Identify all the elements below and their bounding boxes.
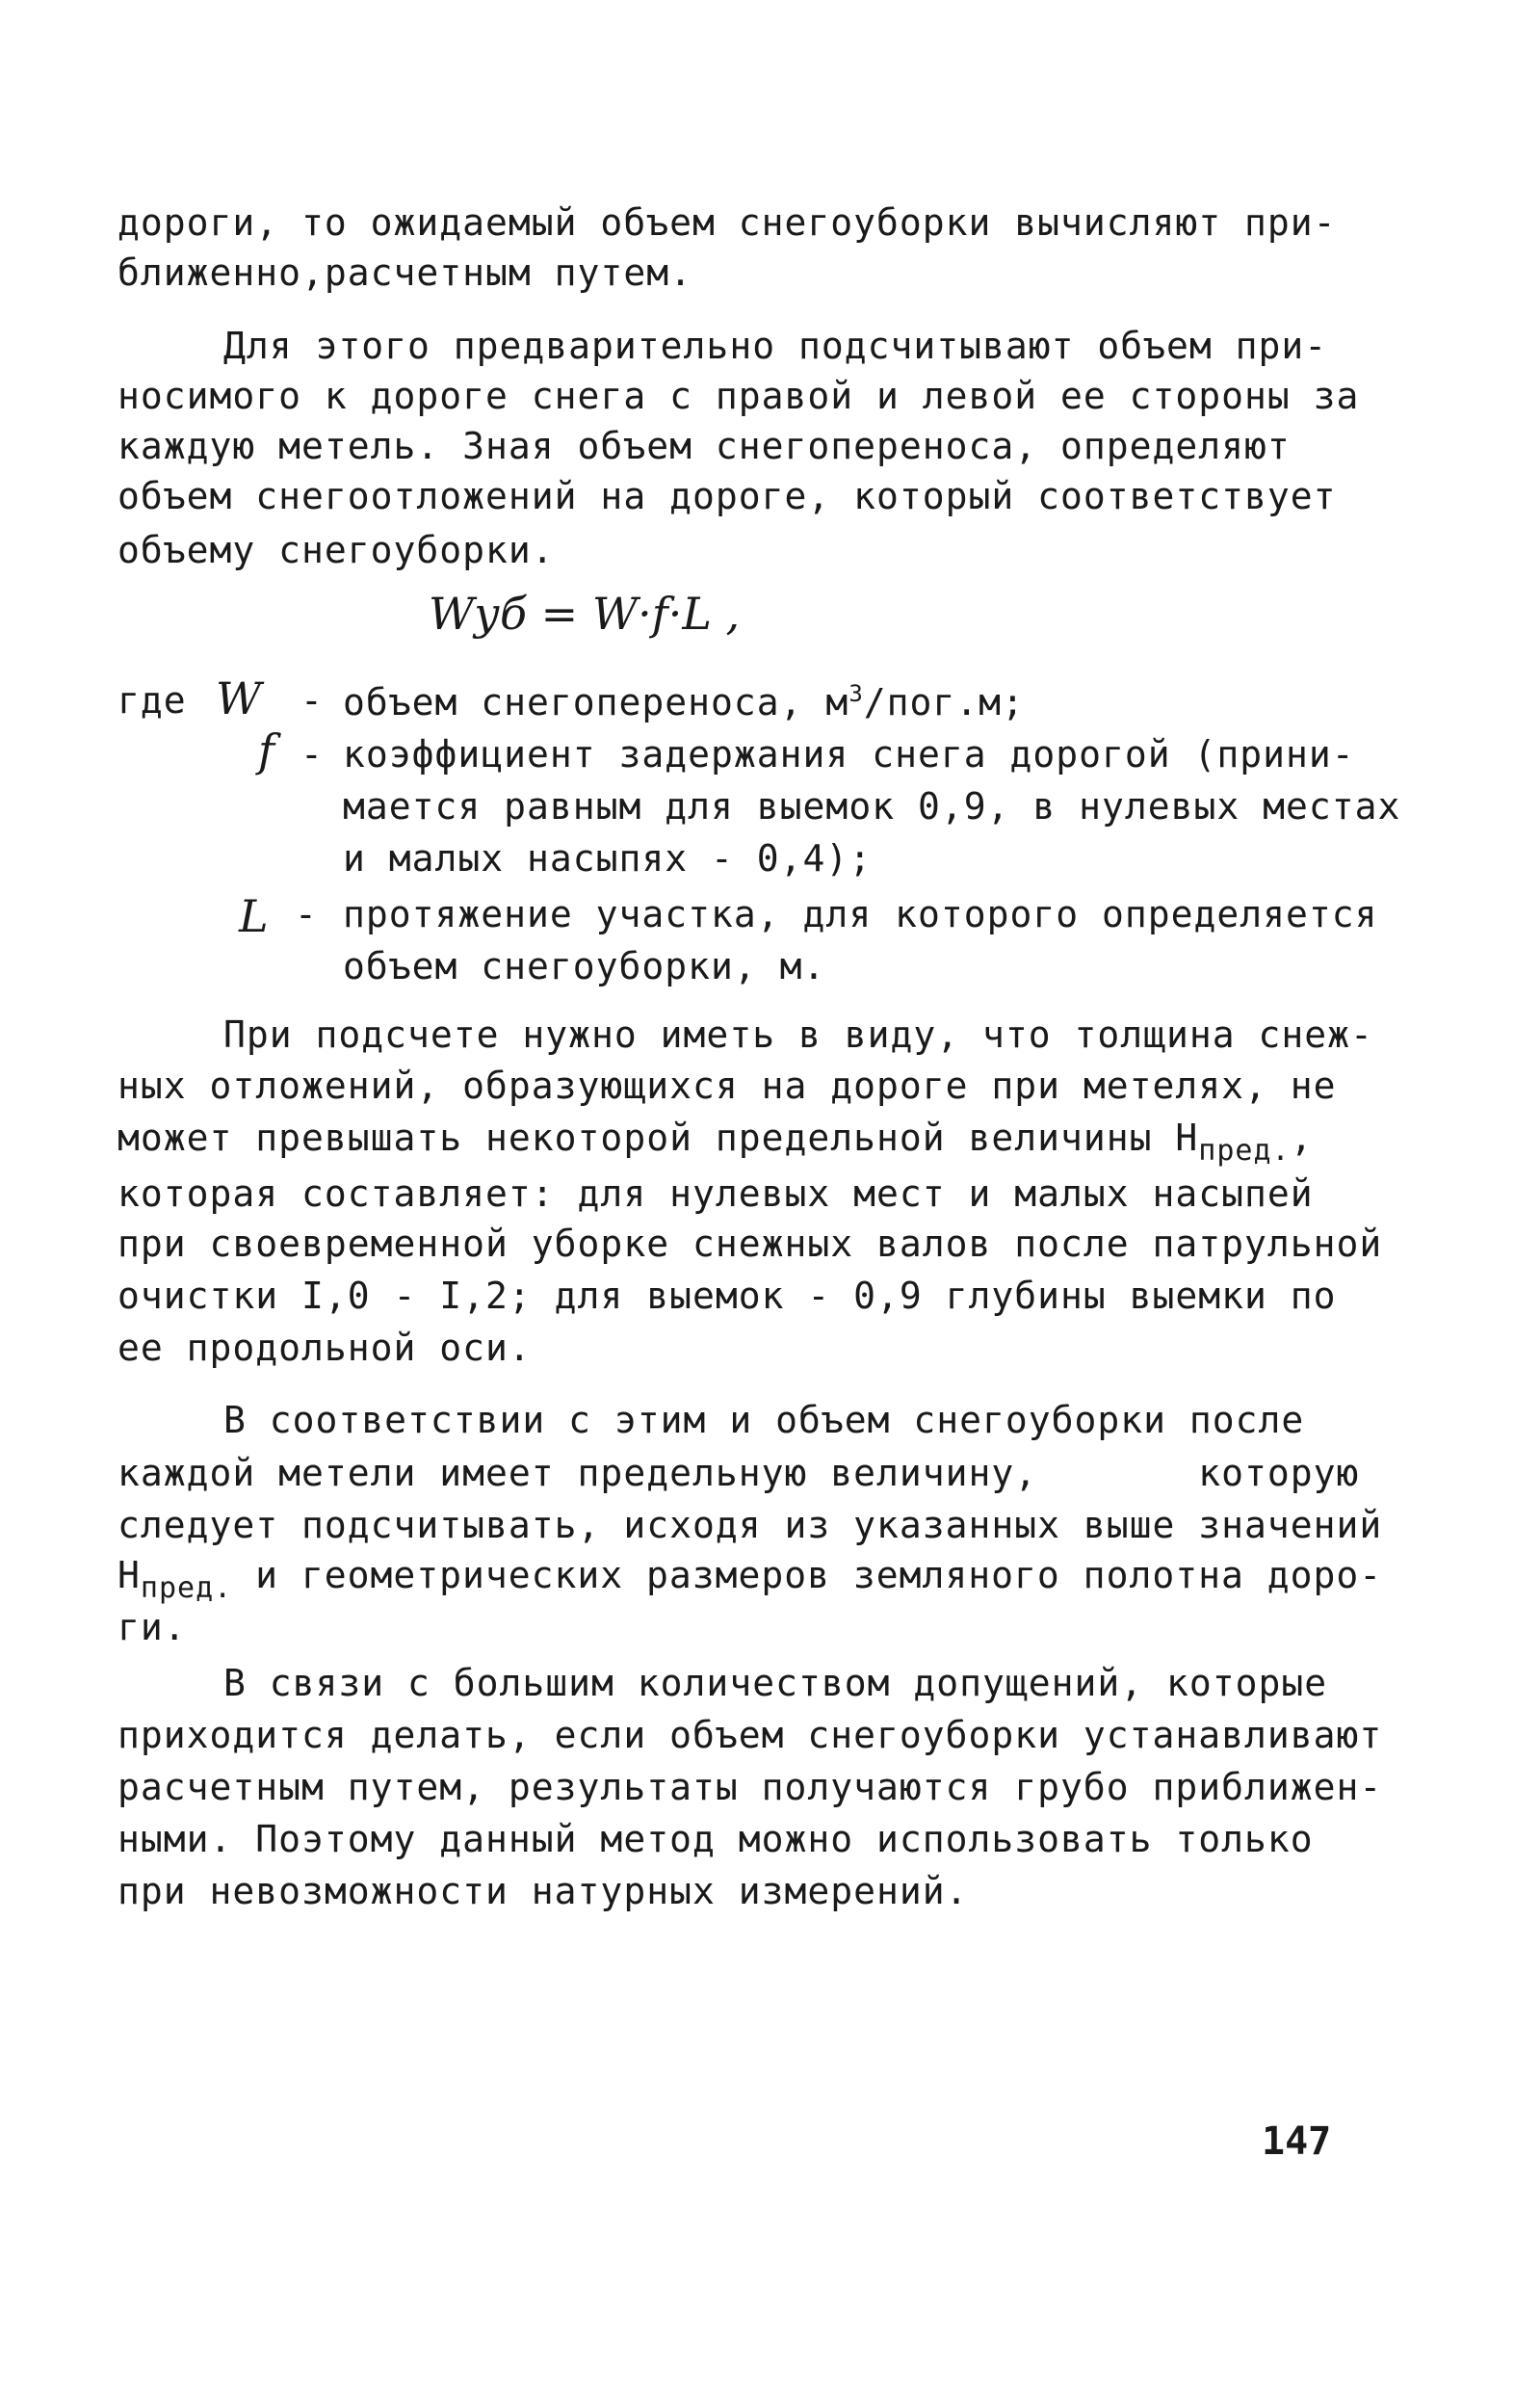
text-segment: и геометрических размеров земляного полотна доро- bbox=[232, 1554, 1383, 1596]
text-line: объему снегоуборки. bbox=[117, 529, 555, 571]
text-line: объем снегоотложений на дороге, который соответствует bbox=[117, 475, 1337, 517]
text-line: следует подсчитывать, исходя из указанных выше значений bbox=[117, 1504, 1383, 1546]
text-line: ближенно,расчетным путем. bbox=[117, 251, 692, 294]
definition-l-line: протяжение участка, для которого определяется bbox=[343, 893, 1378, 935]
definition-f-line: мается равным для выемок 0,9, в нулевых местах bbox=[343, 785, 1401, 828]
text-line: очистки I,0 - I,2; для выемок - 0,9 глубины выемки по bbox=[117, 1275, 1337, 1317]
text-line: ными. Поэтому данный метод можно использовать только bbox=[117, 1818, 1314, 1860]
definition-l-line: объем снегоуборки, м. bbox=[343, 945, 826, 987]
formula: Wуб = W·f·L , bbox=[429, 588, 741, 640]
text-line bbox=[117, 1554, 1383, 1605]
symbol-l: L bbox=[239, 890, 269, 942]
definition-w-unit: /пог.м; bbox=[863, 681, 1025, 723]
text-line: дороги, то ожидаемый объем снегоуборки вычисляют при- bbox=[117, 201, 1337, 244]
text-segment: Н bbox=[117, 1554, 141, 1596]
text-line: ных отложений, образующихся на дороге при метелях, не bbox=[117, 1065, 1337, 1107]
dash: - bbox=[300, 679, 324, 722]
text-line: ги. bbox=[117, 1606, 187, 1648]
text-line bbox=[117, 1119, 1313, 1166]
text-line: каждую метель. Зная объем снегопереноса, определяют bbox=[117, 425, 1291, 467]
text-line: расчетным путем, результаты получаются грубо приближен- bbox=[117, 1766, 1383, 1808]
text-segment: может превышать некоторой предельной величины Н bbox=[117, 1117, 1199, 1159]
definition-f-line: коэффициент задержания снега дорогой (прини- bbox=[343, 733, 1355, 776]
dash: - bbox=[295, 893, 318, 935]
definition-f-line: и малых насыпях - 0,4); bbox=[343, 837, 873, 880]
text-line: При подсчете нужно иметь в виду, что толщина снеж- bbox=[223, 1013, 1373, 1056]
text-line: при своевременной уборке снежных валов после патрульной bbox=[117, 1223, 1383, 1265]
superscript: 3 bbox=[848, 680, 864, 707]
text-line: В соответствии с этим и объем снегоуборки после bbox=[223, 1399, 1305, 1441]
symbol-w: W bbox=[216, 672, 262, 724]
text-line: приходится делать, если объем снегоуборки устанавливают bbox=[117, 1714, 1383, 1756]
text-line: которая составляет: для нулевых мест и малых насыпей bbox=[117, 1172, 1314, 1215]
text-line: ее продольной оси. bbox=[117, 1327, 532, 1369]
definition-w bbox=[343, 682, 1025, 721]
symbol-f: f bbox=[258, 724, 275, 776]
text-segment: , bbox=[1290, 1117, 1314, 1159]
text-line: при невозможности натурных измерений. bbox=[117, 1870, 969, 1912]
subscript: пред. bbox=[1198, 1134, 1291, 1168]
subscript: пред. bbox=[140, 1571, 233, 1605]
dash: - bbox=[300, 733, 324, 776]
definition-w-text: объем снегопереноса, м bbox=[343, 681, 849, 723]
text-line: В связи с большим количеством допущений, которые bbox=[223, 1662, 1328, 1704]
text-line: носимого к дороге снега с правой и левой ее стороны за bbox=[117, 375, 1360, 417]
where-label: где bbox=[117, 679, 187, 722]
text-line: каждой метели имеет предельную величину, которую bbox=[117, 1452, 1360, 1494]
page-number: 147 bbox=[1262, 2119, 1332, 2164]
text-line: Для этого предварительно подсчитывают объем при- bbox=[223, 325, 1328, 367]
